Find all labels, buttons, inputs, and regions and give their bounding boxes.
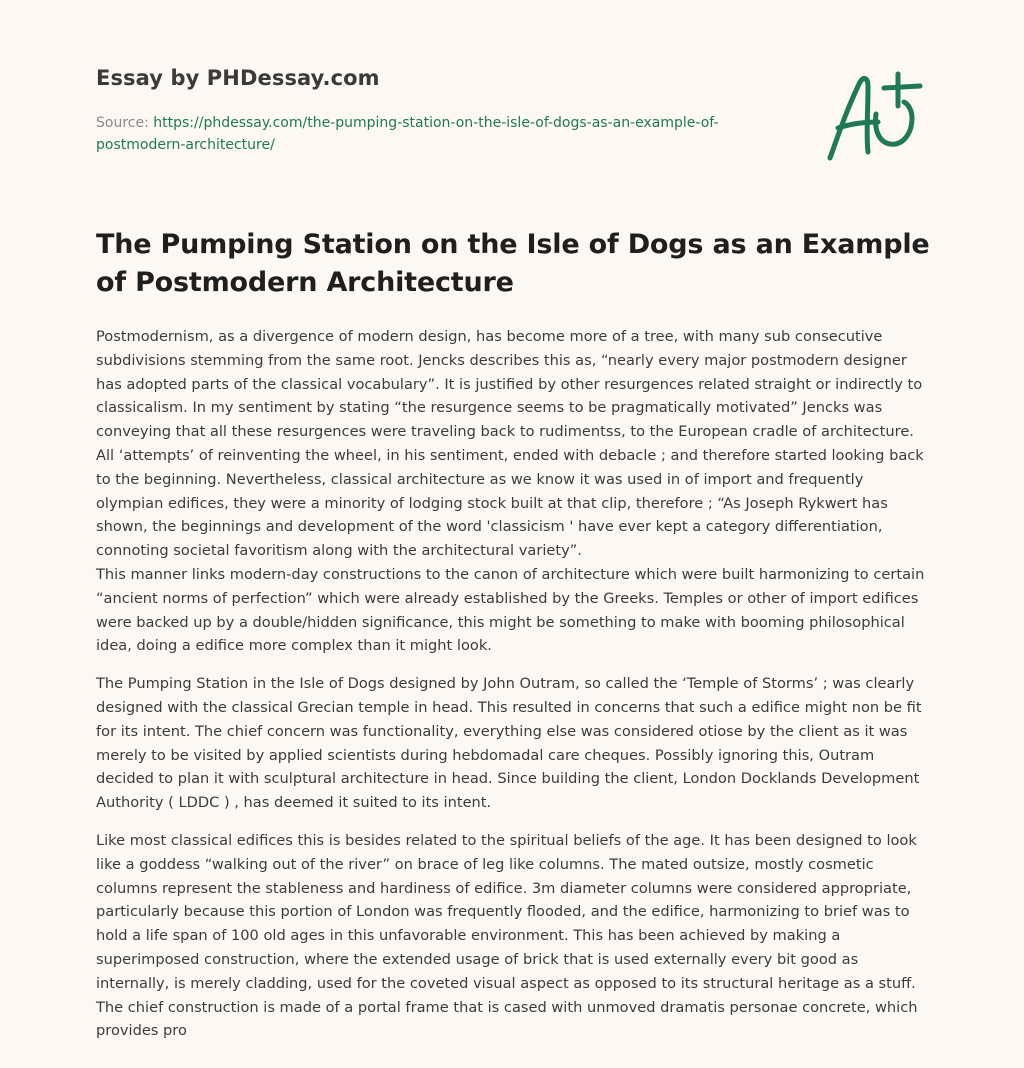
paragraph-3: The Pumping Station in the Isle of Dogs designed by John Outram, so called the ‘Temple of Storms’ ; was clearly designed with the classical Grecian temple in head. This resulted in concerns that such a edifice might non be fit for its intent. The chief concern was functionality, everything else was considered otiose by the client as it was merely to be visited by applied scientists during hebdomadal care cheques. Possibly ignoring this, Outram decided to plan it with sculptural architecture in head. Since building the client, London Docklands Development Authority ( LDDC ) , has deemed it suited to its intent. <box>96 675 922 812</box>
source-label: Source: <box>96 115 149 131</box>
essay-title: The Pumping Station on the Isle of Dogs as an Example of Postmodern Architecture <box>96 229 930 298</box>
site-brand: Essay by PHDessay.com <box>96 66 380 90</box>
source-line <box>96 112 776 156</box>
paragraph-2: This manner links modern-day constructions to the canon of architecture which were built harmonizing to certain “ancient norms of perfection” which were already established by the Greeks. Temples or other of import edifices were backed up by a double/hidden significance, this might be something to make with booming philosophical idea, doing a edifice more complex than it might look. <box>96 565 925 655</box>
essay-body <box>96 325 932 1057</box>
paragraph-1: Postmodernism, as a divergence of modern design, has become more of a tree, with many sub consecutive subdivisions stemming from the same root. Jencks describes this as, “nearly every major postmodern designer has adopted parts of the classical vocabulary”. It is justified by other resurgences related straight or indirectly to classicalism. In my sentiment by stating “the resurgence seems to be pragmatically motivated” Jencks was conveying that all these resurgences were traveling back to rudimentss, to the European cradle of architecture. All ‘attempts’ of reinventing the wheel, in his sentiment, ended with debacle ; and therefore started looking back to the beginning. Nevertheless, classical architecture as we know it was used in of import and frequently olympian edifices, they were a minority of lodging stock built at that clip, therefore ; “As Joseph Rykwert has shown, the beginnings and development of the word 'classicism ' have ever kept a category differentiation, connoting societal favoritism along with the architectural variety”. <box>96 328 924 560</box>
page-header <box>96 64 796 156</box>
paragraph-4: Like most classical edifices this is besides related to the spiritual beliefs of the age. It has been designed to look like a goddess “walking out of the river” on brace of leg like columns. The mated outsize, mostly cosmetic columns represent the stableness and hardiness of edifice. 3m diameter columns were considered appropriate, particularly because this portion of London was frequently flooded, and the edifice, harmonizing to brief was to hold a life span of 100 old ages in this unfavorable environment. This has been achieved by making a superimposed construction, where the extended usage of brick that is used externally every bit good as internally, is merely cladding, used for the coveted visual aspect as opposed to its structural heritage as a stuff. The chief construction is made of a portal frame that is cased with unmoved dramatis personae concrete, which provides pro <box>96 831 918 1040</box>
source-link[interactable]: https://phdessay.com/the-pumping-station-on-the-isle-of-dogs-as-an-example-of-postmodern-architecture/ <box>96 115 719 153</box>
a-plus-logo-icon <box>820 66 930 166</box>
